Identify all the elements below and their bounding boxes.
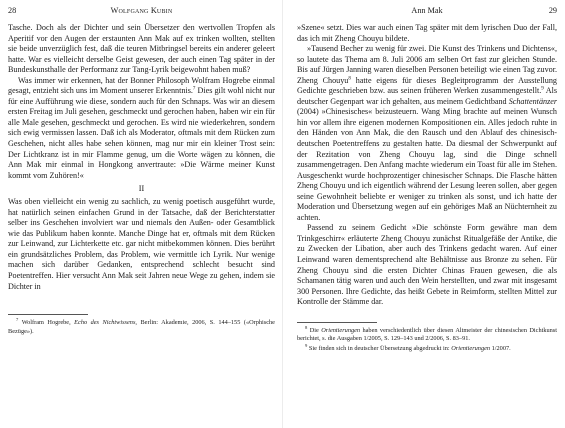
- paragraph: Passend zu seinem Gedicht »Die schönste Form gewähre man dem Trinkgeschirr« erläuterte Zheng Chouyu zunächst Ritualgefäße der Antike, die zu Zwecken der Libation, aber auch des Trinkens gedacht waren. Auf einer Leinwand waren dementsprechend alte Behältnisse aus Bronze zu sehen. Für Zheng Chouyu sind die ersten Dichter Chinas Frauen gewesen, die als Schamanen tätig waren und auch den Wein herstellten, und zwar mit insgesamt 300 Personen. Ihre Gedichte, das heißt Gebete in Reimform, stellten Mittel zur Kontrolle der Stämme dar.: [297, 223, 557, 307]
- left-running-head: Wolfgang Kubin: [110, 6, 173, 15]
- footnote-rule: [297, 322, 377, 323]
- paragraph-text: Was immer wir erkennen, hat der Bonner Philosoph Wolfram Hogrebe einmal gesagt, entzieht sich uns im Moment unserer Erkenntnis.: [8, 75, 275, 96]
- footnote-reference: 7: [192, 86, 196, 92]
- footnote: [297, 324, 558, 344]
- left-footnotes: [8, 319, 275, 336]
- footnote-reference: 8: [348, 76, 351, 82]
- paragraph-text: Als deutscher Gegenpart war ich gehalten, aus meinem Gedichtband: [297, 86, 557, 106]
- paragraph-text: Dies gilt wohl nicht nur für eine Aufführung wie diese, sondern auch für den Schnaps. Was wir an diesem ersten Freitag im Juli gesehen, geschmeckt und gerochen haben, haben wir ein für alle Male gesehen, geschmeckt und gerochen. Es wird nie wiederkehren, sondern sich ewig vermissen lassen. Daß ich als Moderator, oftmals mit dem Rücken zum Geschehen, nicht alles habe sehen können, mag nur mir ein kleiner Trost sein: Der Lichtkranz ist in mir Flamme genug, um die Worte wägen zu können, die Ann Mak mir einmal in Hongkong anvertraute: »Die Wärme meiner Kunst kommt vom Zuhören!«: [8, 86, 275, 180]
- right-page: [283, 0, 565, 428]
- footnote-title: Orientierungen: [321, 326, 361, 334]
- section-number: II: [138, 184, 145, 194]
- paragraph: Tasche. Doch als der Dichter und sein Übersetzer den wertvollen Tropfen als Aperitif vor den Augen der erstaunten Ann Mak auf ex trinken wollten, stellten sie beide unverzüglich fest, daß die teuren Mitbringsel bereits ein anderer geleert hatte. War es vielleicht derselbe Geist gewesen, der auch einen Tag später in der Bundeskunsthalle der Performanz zur Tang-Lyrik beigewohnt haben muß?: [8, 23, 275, 75]
- paragraph-text: hatte eigens für dieses Begleitprogramm der Ausstellung Gedichte geschrieben bzw. aus seinen früheren Werken zusammengestellt.: [297, 75, 557, 96]
- paragraph: »Szene« setzt. Dies war auch einen Tag später mit dem lyrischen Duo der Fall, das ich mit Zheng Chouyu bildete.: [297, 23, 557, 43]
- footnote-title: Echo des Nichtwissens: [74, 319, 136, 327]
- book-title: Schattentänzer: [508, 96, 557, 106]
- footnote-rule: [8, 314, 88, 315]
- left-page-header: [8, 5, 275, 17]
- paragraph: [297, 44, 557, 223]
- footnote-title: Orientierungen: [451, 344, 491, 352]
- footnote-text: Wolfram Hogrebe,: [21, 319, 75, 327]
- right-page-body: [297, 23, 557, 308]
- footnote-number: 9: [305, 342, 308, 348]
- paragraph-text: »Tausend Becher zu wenig für zwei. Die Kunst des Trinkens und Dichtens«, so lautete das Thema am 8. Juli 2006 am selben Ort fast zur gleichen Stunde. Bis auf Jürgen Janning waren dieselben Personen beteiligt wie einen Tag zuvor. Zheng Chouyu: [297, 44, 557, 85]
- right-footnotes: [297, 324, 558, 353]
- right-running-head: Ann Mak: [411, 6, 443, 15]
- left-page-body: [8, 23, 275, 292]
- footnote-number: 7: [16, 317, 19, 323]
- paragraph: [8, 76, 275, 181]
- right-page-number: 29: [548, 6, 557, 15]
- footnote-number: 8: [305, 324, 308, 330]
- footnote-text: haben verschiedentlich über diesen Altmeister der chinesischen Dichtkunst berichtet, s. die Ausgaben 1/2005, S. 129–143 und 2/2006, S. 83–91.: [297, 326, 558, 343]
- footnote-text: , Berlin: Akademie, 2006, S. 144–155 («Orphische Bezüge»).: [8, 319, 275, 335]
- footnote-text: 1/2007.: [490, 344, 511, 352]
- footnote-text: Sie finden sich in deutscher Übersetzung abgedruckt in:: [308, 344, 452, 352]
- footnote: [297, 342, 557, 353]
- right-page-header: [297, 5, 557, 17]
- paragraph-text: (2004) »Chinesisches« beizusteuern. Wang Ming brachte auf meinen Wunsch hin vor allem ihre eigenen modernen Kompositionen ein. Alles jedoch ruhte in den Händen von Ann Mak, die den Rausch und den Ablauf des chinesisch-deutschen Poetentreffens zu gestalten hatte. Da diesmal der Schwerpunkt auf der Rezitation von Zheng Chouyu lag, sind die Dinge schnell zusammengetragen. Den Anfang machte wiederum ein Toast für alle im Stehen. Ausgeschenkt wurde hochprozentiger chinesischer Schnaps. Die Flasche hätten Zheng Chouyu und ich eigentlich während der Lesung leeren sollen, aber gegen seine Gewohnheit beliebte er weniger zu trinken als sonst, und ich hatte der Moderation und Übersetzung wegen auf ein gehöriges Maß an Nüchternheit zu achten.: [297, 107, 557, 222]
- left-page-number: 28: [8, 6, 17, 15]
- footnote-text: Die: [309, 326, 322, 334]
- footnote: [8, 319, 275, 336]
- paragraph: Was oben vielleicht ein wenig zu sachlich, zu wenig poetisch ausgeführt wurde, hat natürlich seinen einfachen Grund in der Tatsache, daß der Berichterstatter selber ins Geschehen involviert war und niemals den Außen- oder Gesamtblick wie das Publikum haben konnte. Manche Dinge hat er, oftmals mit dem Rücken zur Leinwand, zur Lichterkette etc. gar nicht mitbekommen können. Dies berührt ein grundsätzliches Problem, das Problem, wie vermittle ich Lyrik. Nur wenige machen sich darüber Gedanken, entsprechend schlecht besucht sind Poetentreffen. Hier versucht Ann Mak seit Jahren neue Wege zu gehen, indem sie Dichter in: [8, 197, 275, 291]
- footnote-reference: 9: [541, 86, 544, 92]
